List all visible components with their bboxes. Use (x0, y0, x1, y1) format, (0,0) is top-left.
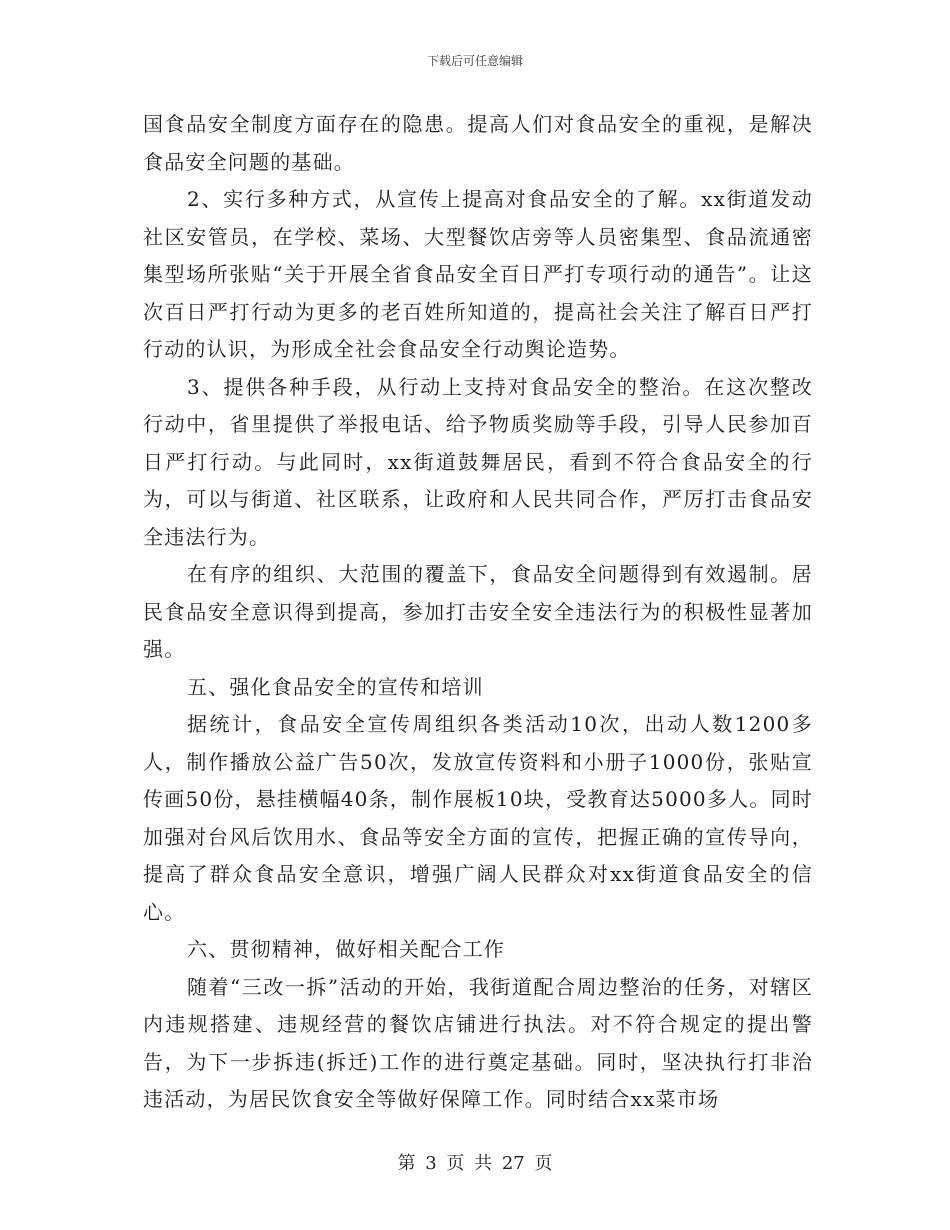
paragraph-summary: 在有序的组织、大范围的覆盖下，食品安全问题得到有效遏制。居民食品安全意识得到提高，参加打击安全安全违法行为的积极性显著加强。 (143, 562, 813, 661)
paragraph-item-3: 3、提供各种手段，从行动上支持对食品安全的整治。在这次整改行动中，省里提供了举报电话、给予物质奖励等手段，引导人民参加百日严打行动。与此同时，xx街道鼓舞居民，看到不符合食品安全的行为，可以与街道、社区联系，让政府和人民共同合作，严厉打击食品安全违法行为。 (143, 374, 813, 549)
page-header: 下载后可任意编辑 (426, 54, 523, 68)
document-body (143, 106, 813, 1119)
paragraph-item-2: 2、实行多种方式，从宣传上提高对食品安全的了解。xx街道发动社区安管员，在学校、菜场、大型餐饮店旁等人员密集型、食品流通密集型场所张贴“关于开展全省食品安全百日严打专项行动的通告”。让这次百日严打行动为更多的老百姓所知道的，提高社会关注了解百日严打行动的认识，为形成全社会食品安全行动舆论造势。 (143, 187, 813, 361)
paragraph-cooperation: 随着“三改一拆”活动的开始，我街道配合周边整治的任务，对辖区内违规搭建、违规经营的餐饮店铺进行执法。对不符合规定的提出警告，为下一步拆违(拆迁)工作的进行奠定基础。同时，坚决执行打非治违活动，为居民饮食安全等做好保障工作。同时结合xx菜市场 (143, 974, 813, 1111)
page-number: 第 3 页 共 27 页 (397, 1153, 553, 1174)
section-heading-5: 五、强化食品安全的宣传和培训 (187, 674, 484, 699)
section-heading-6: 六、贯彻精神，做好相关配合工作 (187, 937, 505, 961)
paragraph-continuation: 国食品安全制度方面存在的隐患。提高人们对食品安全的重视，是解决食品安全问题的基础。 (143, 112, 813, 174)
paragraph-statistics: 据统计，食品安全宣传周组织各类活动10次，出动人数1200多人，制作播放公益广告50次，发放宣传资料和小册子1000份，张贴宣传画50份，悬挂横幅40条，制作展板10块，受教育达5000多人。同时加强对台风后饮用水、食品等安全方面的宣传，把握正确的宣传导向，提高了群众食品安全意识，增强广阔人民群众对xx街道食品安全的信心。 (143, 712, 813, 924)
